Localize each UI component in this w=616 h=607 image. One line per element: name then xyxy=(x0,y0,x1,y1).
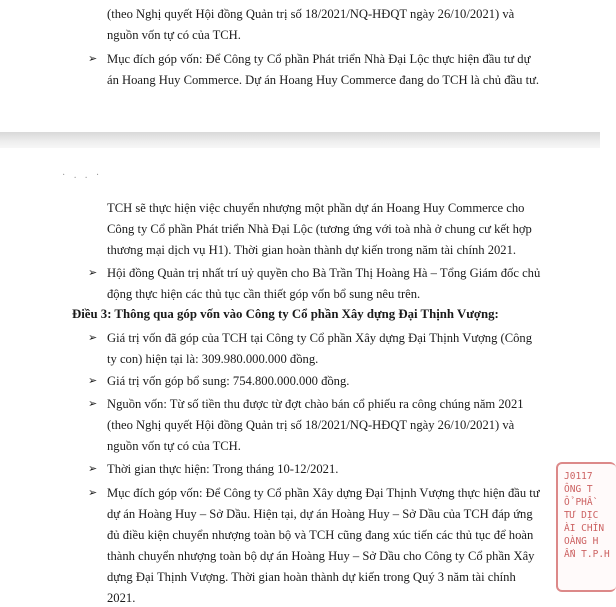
text-line: TCH sẽ thực hiện việc chuyển nhượng một phần dự án Hoang Huy Commerce cho xyxy=(107,201,525,215)
stamp-text: Ổ PHẦ xyxy=(564,497,593,508)
bullet-arrow-icon: ➢ xyxy=(88,53,98,65)
text-line: Thời gian thực hiện: Trong tháng 10-12/2021. xyxy=(107,462,339,476)
bullet-arrow-icon: ➢ xyxy=(88,398,98,410)
stamp-text: ẤN T.P.H xyxy=(564,549,610,560)
stamp-text: OÀNG H xyxy=(564,536,599,547)
text-line: thương mại dịch vụ H1). Thời gian hoàn thành dự kiến trong năm tài chính 2021. xyxy=(107,243,517,257)
text-line: Công ty Cổ phần Phát triển Nhà Đại Lộc (tương ứng với toà nhà ở chung cư kết hợp xyxy=(107,222,532,236)
scan-marks: · . . · xyxy=(62,170,103,181)
text-line: (theo Nghị quyết Hội đồng Quản trị số 18/2021/NQ-HĐQT ngày 26/10/2021) và xyxy=(107,418,515,432)
text-line: nguồn vốn tự có của TCH. xyxy=(107,439,241,453)
stamp-text: ÀI CHÍN xyxy=(564,523,605,534)
text-line: Mục đích góp vốn: Để Công ty Cổ phần Phát triển Nhà Đại Lộc thực hiện đầu tư dự xyxy=(107,52,531,66)
text-line: án Hoang Huy Commerce. Dự án Hoang Huy Commerce đang do TCH là chủ đầu tư. xyxy=(107,73,540,87)
text-line: 2021. xyxy=(107,591,136,605)
bullet-arrow-icon: ➢ xyxy=(88,463,98,475)
text-line: dự án Hoàng Huy – Sở Dầu. Hiện tại, dự án Hoàng Huy – Sở Dầu của TCH đáp ứng xyxy=(107,507,533,521)
bullet-arrow-icon: ➢ xyxy=(88,267,98,279)
text-line: Hội đồng Quản trị nhất trí uỷ quyền cho Bà Trần Thị Hoàng Hà – Tổng Giám đốc chủ xyxy=(107,266,541,280)
text-line: Giá trị vốn đã góp của TCH tại Công ty Cổ phần Xây dựng Đại Thịnh Vượng (Công xyxy=(107,331,533,345)
text-line: Nguồn vốn: Từ số tiền thu được từ đợt chào bán cổ phiếu ra công chúng năm 2021 xyxy=(107,397,524,411)
stamp-text: J0117 xyxy=(564,471,593,482)
text-line: động thực hiện các thủ tục cần thiết góp vốn bổ sung nêu trên. xyxy=(107,287,421,301)
article-3-heading: Điều 3: Thông qua góp vốn vào Công ty Cổ phần Xây dựng Đại Thịnh Vượng: xyxy=(72,307,499,321)
text-line: dựng Đại Thịnh Vượng. Thời gian hoàn thành dự kiến trong Quý 3 năm tài chính xyxy=(107,570,516,584)
bullet-arrow-icon: ➢ xyxy=(88,487,98,499)
text-line: nguồn vốn tự có của TCH. xyxy=(107,28,241,42)
stamp-text: ÔNG T xyxy=(564,484,593,495)
page-separator xyxy=(0,132,600,148)
text-line: Giá trị vốn góp bổ sung: 754.800.000.000 đồng. xyxy=(107,374,350,388)
stamp-text: TƯ DỊC xyxy=(564,510,599,521)
text-line: (theo Nghị quyết Hội đồng Quản trị số 18/2021/NQ-HĐQT ngày 26/10/2021) và xyxy=(107,7,515,21)
bullet-arrow-icon: ➢ xyxy=(88,332,98,344)
text-line: ty con) hiện tại là: 309.980.000.000 đồng. xyxy=(107,352,319,366)
text-line: đủ điều kiện chuyển nhượng toàn bộ và TCH cũng đang xúc tiến các thủ tục để hoàn xyxy=(107,528,534,542)
text-line: Mục đích góp vốn: Để Công ty Cổ phần Xây dựng Đại Thịnh Vượng thực hiện đầu tư xyxy=(107,486,540,500)
text-line: thành chuyển nhượng toàn bộ dự án Hoàng Huy – Sở Dầu cho Công ty Cổ phần Xây xyxy=(107,549,535,563)
company-seal-stamp xyxy=(556,462,616,592)
bullet-arrow-icon: ➢ xyxy=(88,375,98,387)
